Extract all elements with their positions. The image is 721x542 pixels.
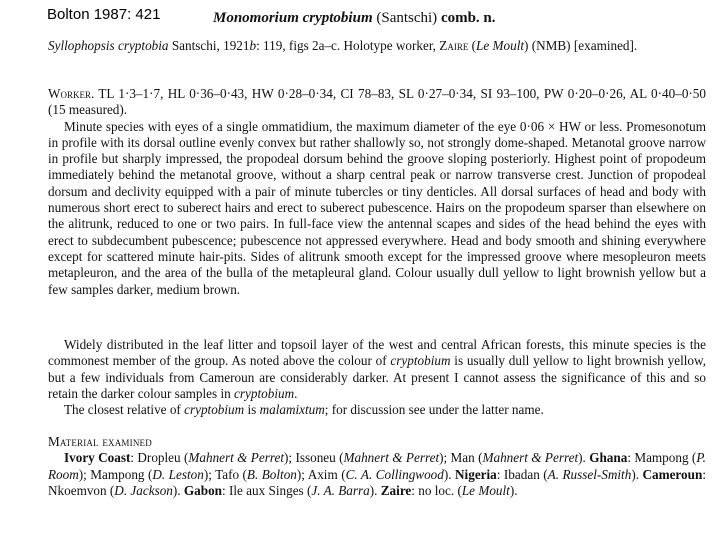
country-ivory-coast: Ivory Coast [64, 450, 131, 466]
worker-description: Minute species with eyes of a single ommatidium, the maximum diameter of the eye 0·06 × HW or less. Promesonotum in profile with its dorsal outline evenly convex but rather shallowly so, not strongly dome-shaped. Metanotal groove narrow in profile but sharply impressed, the propodeal dorsum behind the groove sloping posteriorly. Highest point of propodeum immediately behind the metanotal groove, without a sharp central peak or narrow transverse crest. Junction of propodeal dorsum and declivity equipped with a pair of minute tubercles or tiny denticles. All dorsal surfaces of head and body with numerous short erect to suberect hairs and erect to suberect pubescence. Hairs on the propodeum sparser than elsewhere on the alitrunk, reduced to one or two pairs. In full-face view the antennal scapes and sides of the head behind the eyes with erect to subdecumbent pubescence; pubescence not appressed everywhere. Head and body smooth and shining everywhere except for scattered minute hair-pits. Sides of alitrunk smooth except for the impressed groove where mesopleuron meets metapleuron, and the area of the bulla of the metapleural gland. Colour usually dull yellow to light brownish yellow but a few samples darker, medium brown. [48, 118, 706, 297]
species-title [213, 10, 496, 27]
worker-label: Worker. [48, 86, 95, 101]
worker-measurements-paragraph [48, 86, 706, 119]
worker-section [48, 86, 706, 298]
nomenclature-status: comb. n. [440, 10, 496, 26]
country-cameroun: Cameroun [642, 466, 703, 482]
worker-measurements: TL 1·3–1·7, HL 0·36–0·43, HW 0·28–0·34, CI 78–83, SL 0·27–0·34, SI 93–100, PW 0·20–0·26, AL 0·40–0·50 (15 measured). [48, 86, 706, 118]
material-heading: Material examined [48, 434, 152, 449]
material-examined-section [48, 434, 706, 499]
taxon-ref: malamixtum [259, 402, 325, 418]
synonym-citation: Santschi, 1921 [168, 38, 250, 53]
country-ghana: Ghana [589, 450, 628, 466]
species-name: Monomorium cryptobium [213, 10, 373, 26]
synonym-year-letter: b [249, 38, 257, 53]
source-citation: Bolton 1987: 421 [47, 6, 161, 23]
synonym-entry: Syllophopsis cryptobia Santschi, 1921b: 119, figs 2a–c. Holotype worker, Zaire (Le Moult) (NMB) [examined]. [48, 38, 638, 53]
material-list: Ivory Coast: Dropleu (Mahnert & Perret); Issoneu (Mahnert & Perret); Man (Mahnert & Perret). Ghana: Mampong (P. Room); Mampong (D. Leston); Tafo (B. Bolton); Axim (C. A. Collingwood). Nigeria: Ibadan (A. Russel-Smith). Cameroun: Nkoemvon (D. Jackson). Gabon: Ile aux Singes (J. A. Barra). Zaire: no loc. (Le Moult). [48, 450, 706, 498]
synonym-name: Syllophopsis cryptobia [48, 38, 169, 53]
taxon-ref: cryptobium [184, 402, 245, 418]
distribution-section [48, 337, 706, 418]
synonym-collector: Le Moult [476, 38, 525, 53]
taxon-ref: cryptobium [390, 353, 451, 369]
relationship-paragraph: The closest relative of cryptobium is malamixtum; for discussion see under the latter name. [64, 402, 544, 418]
species-author: (Santschi) [376, 10, 438, 26]
country-nigeria: Nigeria [455, 466, 497, 482]
distribution-paragraph: Widely distributed in the leaf litter and topsoil layer of the west and central African forests, this minute species is the commonest member of the group. As noted above the colour of cryptobium is usually dull yellow to light brownish yellow, but a few individuals from Cameroun are considerably darker. At present I cannot assess the significance of this and so retain the darker colour samples in cryptobium. [48, 337, 706, 401]
country-gabon: Gabon [183, 482, 223, 498]
synonym-country: Zaire [439, 38, 469, 53]
taxon-ref: cryptobium [234, 385, 295, 401]
synonym-figures: : 119, figs 2a–c. Holotype worker, [256, 38, 440, 53]
country-zaire: Zaire [380, 482, 412, 498]
synonym-depository: (NMB) [examined]. [528, 38, 638, 53]
